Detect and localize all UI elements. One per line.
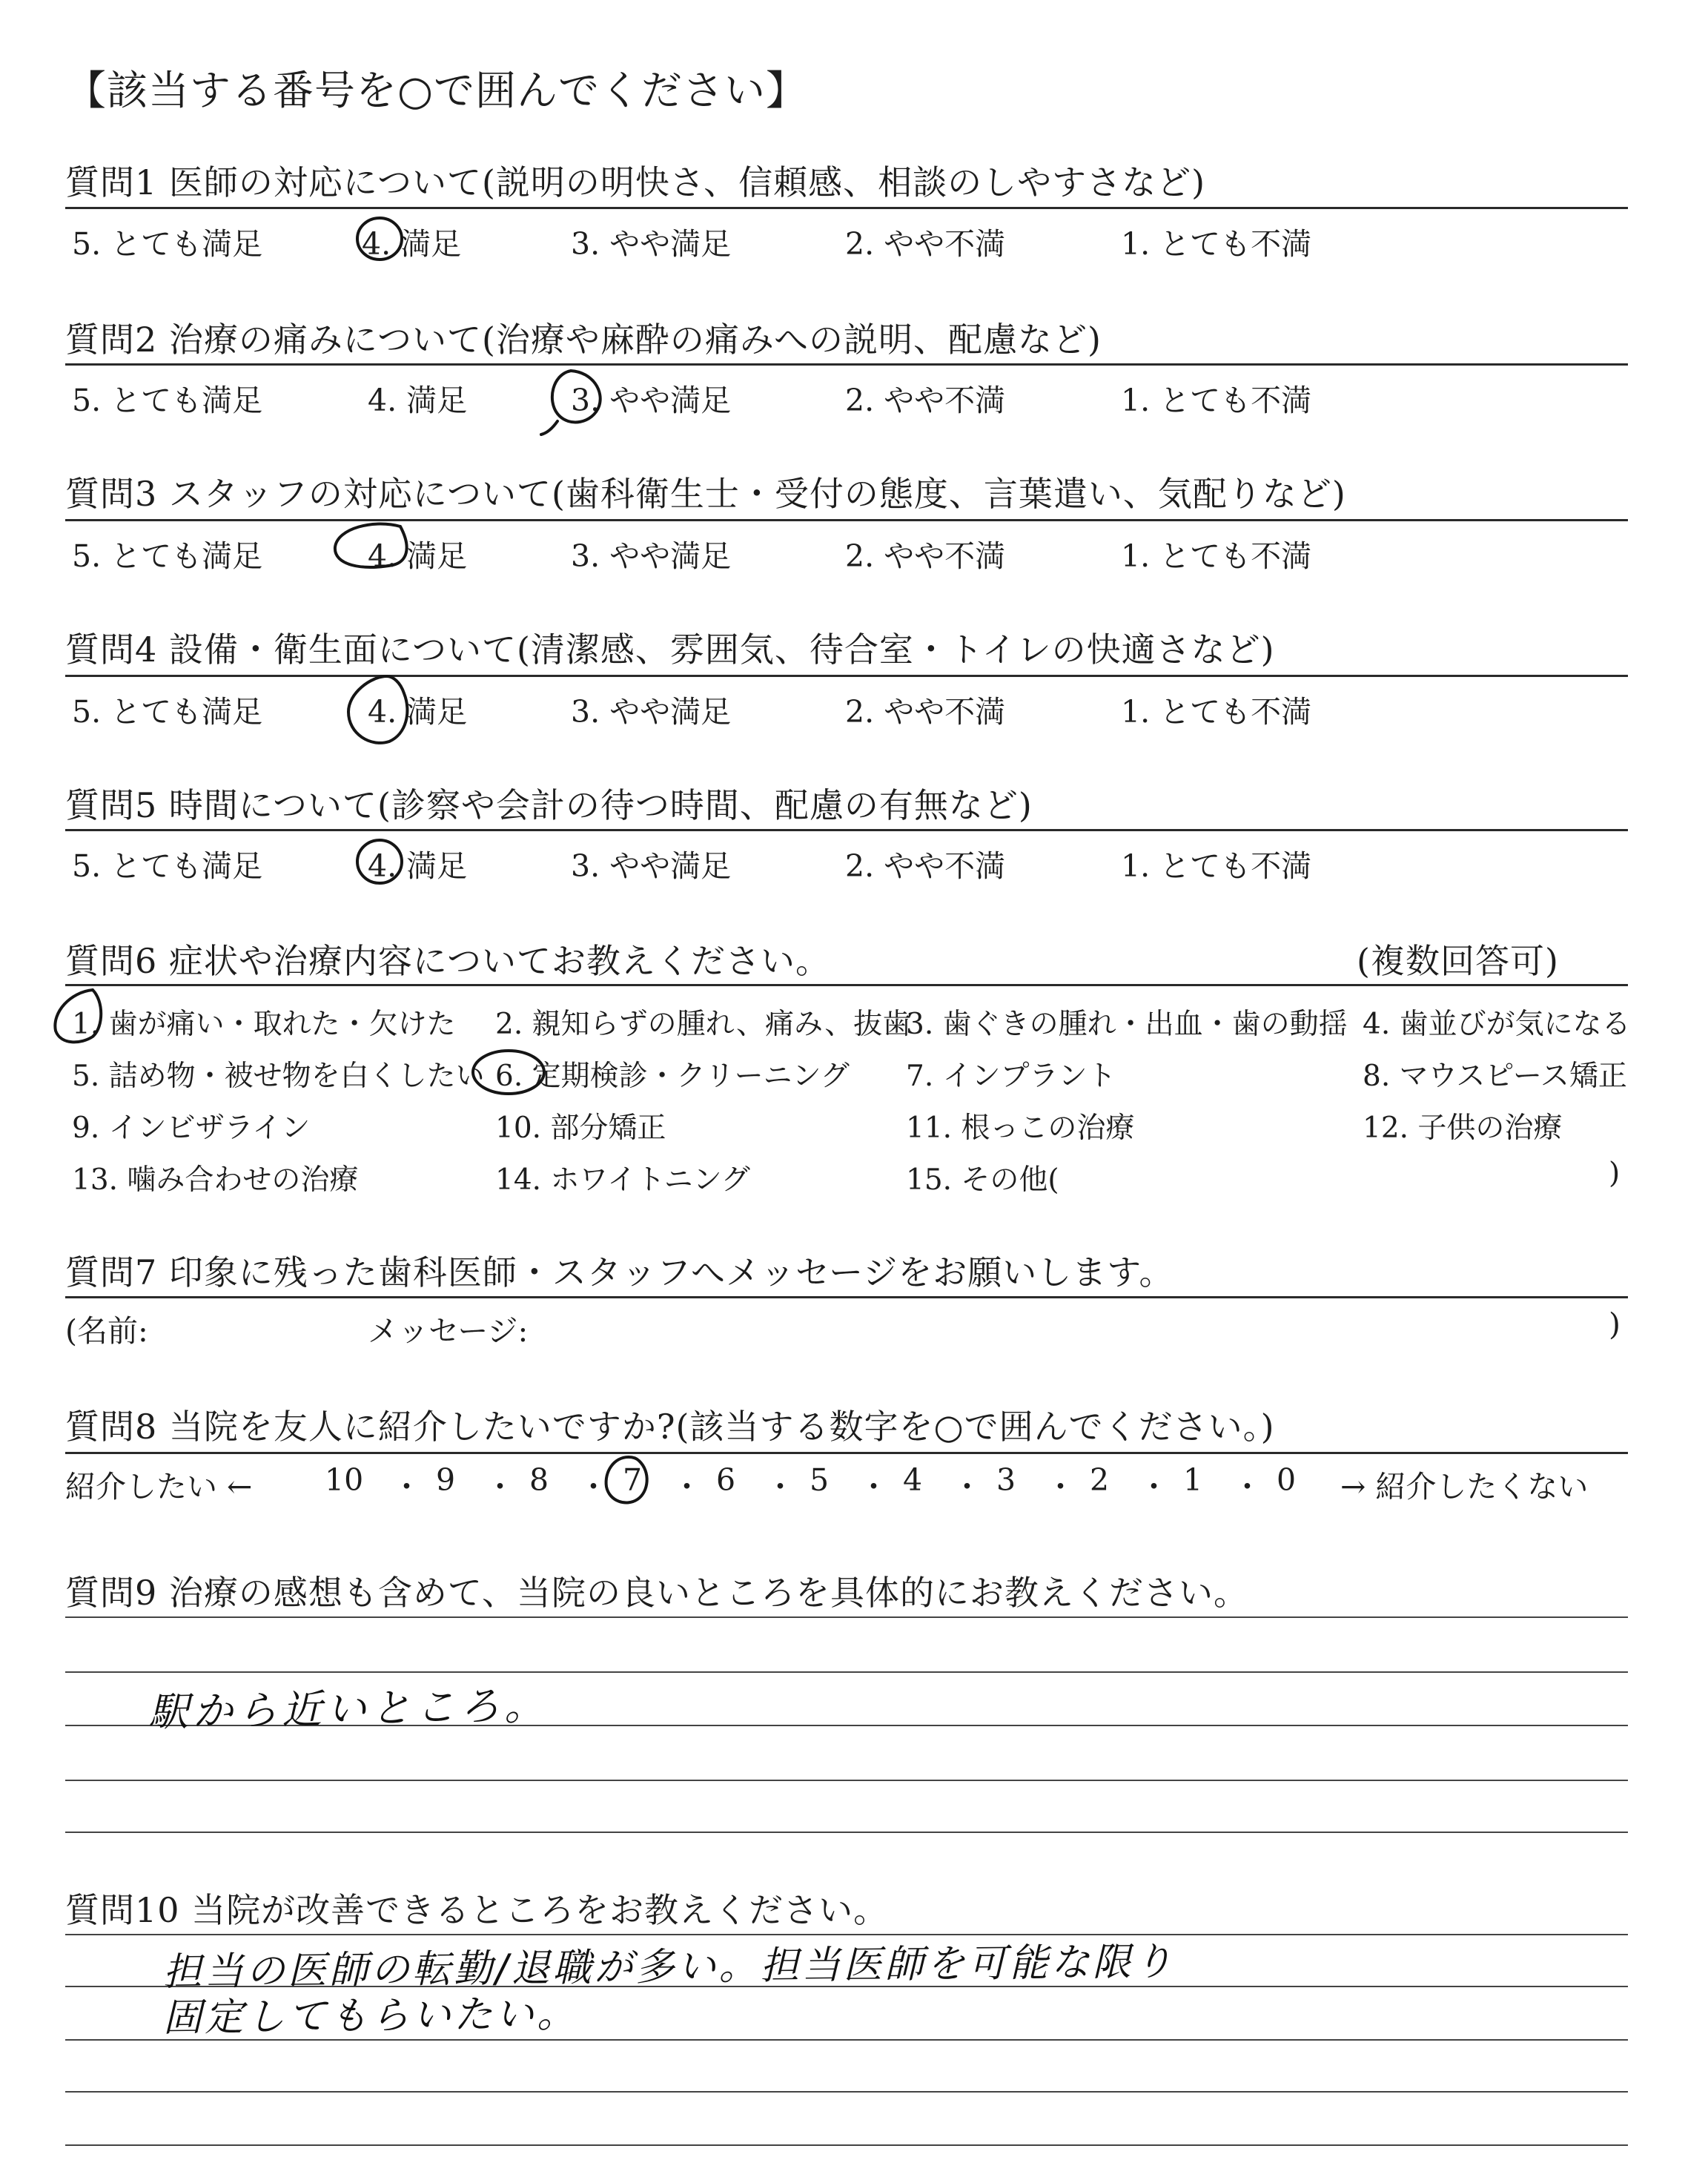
q2-rule bbox=[65, 363, 1628, 366]
q9-line-2 bbox=[65, 1671, 1628, 1673]
q6-item-2[interactable]: 2. 親知らずの腫れ、痛み、抜歯 bbox=[495, 1008, 912, 1041]
q10-title: 質問10 当院が改善できるところをお教えください。 bbox=[65, 1890, 889, 1930]
q10-answer-line-2: 固定してもらいたい。 bbox=[162, 1992, 579, 2041]
q6-other-close: ) bbox=[1609, 1157, 1621, 1190]
q6-note: (複数回答可) bbox=[1357, 941, 1559, 981]
q8-sep: ・ bbox=[765, 1469, 795, 1505]
q4-option-5[interactable]: 5. とても満足 bbox=[72, 694, 263, 730]
q6-item-15[interactable]: 15. その他( bbox=[906, 1163, 1059, 1197]
q10-answer-line-1: 担当の医師の転勤/退職が多い。担当医師を可能な限り bbox=[162, 1939, 1176, 1995]
q8-rule bbox=[65, 1452, 1628, 1454]
q1-option-3[interactable]: 3. やや満足 bbox=[571, 226, 732, 262]
q4-option-2[interactable]: 2. やや不満 bbox=[845, 694, 1006, 730]
q5-option-2[interactable]: 2. やや不満 bbox=[845, 848, 1006, 884]
q8-score-5[interactable]: 5 bbox=[810, 1462, 830, 1498]
q1-rule bbox=[65, 207, 1628, 209]
q5-rule bbox=[65, 829, 1628, 831]
q9-line-5 bbox=[65, 1832, 1628, 1833]
q6-item-10[interactable]: 10. 部分矯正 bbox=[495, 1112, 666, 1145]
q8-sep: ・ bbox=[1139, 1469, 1169, 1505]
q6-item-4[interactable]: 4. 歯並びが気になる bbox=[1363, 1008, 1631, 1041]
q6-item-9[interactable]: 9. インビザライン bbox=[72, 1112, 311, 1145]
q6-item-3[interactable]: 3. 歯ぐきの腫れ・出血・歯の動揺 bbox=[906, 1008, 1348, 1041]
q8-score-4[interactable]: 4 bbox=[903, 1462, 923, 1498]
q6-item-5[interactable]: 5. 詰め物・被せ物を白くしたい bbox=[72, 1060, 485, 1093]
q1-option-4[interactable]: 4. 満足 bbox=[362, 226, 462, 262]
q8-sep: ・ bbox=[1045, 1469, 1076, 1505]
q1-option-1[interactable]: 1. とても不満 bbox=[1121, 226, 1312, 262]
q6-item-6[interactable]: 6. 定期検診・クリーニング bbox=[495, 1060, 850, 1093]
form-heading: 【該当する番号を○で囲んでください】 bbox=[65, 67, 807, 114]
q8-score-6[interactable]: 6 bbox=[716, 1462, 736, 1498]
q10-line-4 bbox=[65, 2091, 1628, 2093]
q7-name-label: (名前: bbox=[65, 1313, 148, 1349]
q9-handwritten-answer[interactable]: 駅から近いところ。 bbox=[148, 1682, 549, 1736]
q2-option-4[interactable]: 4. 満足 bbox=[368, 383, 468, 418]
q8-score-2[interactable]: 2 bbox=[1090, 1462, 1110, 1498]
q2-option-1[interactable]: 1. とても不満 bbox=[1121, 383, 1312, 418]
q8-sep: ・ bbox=[952, 1469, 982, 1505]
q9-title: 質問9 治療の感想も含めて、当院の良いところを具体的にお教えください。 bbox=[65, 1573, 1248, 1613]
q8-sep: ・ bbox=[578, 1469, 609, 1505]
q8-left-label: 紹介したい ← bbox=[65, 1469, 253, 1505]
q8-score-1[interactable]: 1 bbox=[1183, 1462, 1203, 1498]
q6-item-12[interactable]: 12. 子供の治療 bbox=[1363, 1112, 1563, 1145]
q7-message-label: メッセージ: bbox=[368, 1313, 529, 1349]
q8-score-3[interactable]: 3 bbox=[996, 1462, 1016, 1498]
q9-line-1 bbox=[65, 1616, 1628, 1618]
q7-rule bbox=[65, 1296, 1628, 1298]
q5-option-1[interactable]: 1. とても不満 bbox=[1121, 848, 1312, 884]
q4-option-4[interactable]: 4. 満足 bbox=[368, 694, 468, 730]
q8-sep: ・ bbox=[858, 1469, 889, 1505]
q8-score-7[interactable]: 7 bbox=[623, 1462, 643, 1498]
q1-option-5[interactable]: 5. とても満足 bbox=[72, 226, 263, 262]
q5-option-3[interactable]: 3. やや満足 bbox=[571, 848, 732, 884]
q8-score-0[interactable]: 0 bbox=[1277, 1462, 1297, 1498]
q6-item-14[interactable]: 14. ホワイトニング bbox=[495, 1163, 750, 1197]
q8-right-label: → 紹介したくない bbox=[1340, 1469, 1589, 1505]
q8-sep: ・ bbox=[672, 1469, 702, 1505]
q3-option-3[interactable]: 3. やや満足 bbox=[571, 538, 732, 574]
q3-option-5[interactable]: 5. とても満足 bbox=[72, 538, 263, 574]
q1-option-2[interactable]: 2. やや不満 bbox=[845, 226, 1006, 262]
q9-line-4 bbox=[65, 1780, 1628, 1781]
q2-option-5[interactable]: 5. とても満足 bbox=[72, 383, 263, 418]
q7-title: 質問7 印象に残った歯科医師・スタッフへメッセージをお願いします。 bbox=[65, 1252, 1174, 1292]
q6-item-1[interactable]: 1. 歯が痛い・取れた・欠けた bbox=[72, 1008, 456, 1041]
q2-option-3[interactable]: 3. やや満足 bbox=[571, 383, 732, 418]
q5-title: 質問5 時間について(診察や会計の待つ時間、配慮の有無など) bbox=[65, 785, 1033, 825]
q4-option-3[interactable]: 3. やや満足 bbox=[571, 694, 732, 730]
q6-item-11[interactable]: 11. 根っこの治療 bbox=[906, 1112, 1135, 1145]
q8-score-8[interactable]: 8 bbox=[529, 1462, 549, 1498]
q2-title: 質問2 治療の痛みについて(治療や麻酔の痛みへの説明、配慮など) bbox=[65, 320, 1102, 360]
q4-rule bbox=[65, 675, 1628, 677]
q6-rule bbox=[65, 984, 1628, 986]
q10-line-5 bbox=[65, 2144, 1628, 2146]
q5-option-4[interactable]: 4. 満足 bbox=[368, 848, 468, 884]
q8-score-9[interactable]: 9 bbox=[436, 1462, 456, 1498]
q6-item-13[interactable]: 13. 噛み合わせの治療 bbox=[72, 1163, 359, 1197]
q8-sep: ・ bbox=[485, 1469, 515, 1505]
q2-option-2[interactable]: 2. やや不満 bbox=[845, 383, 1006, 418]
q4-option-1[interactable]: 1. とても不満 bbox=[1121, 694, 1312, 730]
q5-option-5[interactable]: 5. とても満足 bbox=[72, 848, 263, 884]
q4-title: 質問4 設備・衛生面について(清潔感、雰囲気、待合室・トイレの快適さなど) bbox=[65, 630, 1275, 670]
q8-title: 質問8 当院を友人に紹介したいですか?(該当する数字を○で囲んでください。) bbox=[65, 1407, 1275, 1447]
q6-item-8[interactable]: 8. マウスピース矯正 bbox=[1363, 1060, 1627, 1093]
q1-title: 質問1 医師の対応について(説明の明快さ、信頼感、相談のしやすさなど) bbox=[65, 162, 1206, 202]
q3-title: 質問3 スタッフの対応について(歯科衛生士・受付の態度、言葉遣い、気配りなど) bbox=[65, 474, 1346, 514]
q8-sep: ・ bbox=[391, 1469, 422, 1505]
q8-score-10[interactable]: 10 bbox=[325, 1462, 364, 1498]
q6-title: 質問6 症状や治療内容についてお教えください。 bbox=[65, 941, 830, 981]
q7-close-paren: ) bbox=[1609, 1307, 1621, 1342]
q8-sep: ・ bbox=[1232, 1469, 1262, 1505]
q3-option-2[interactable]: 2. やや不満 bbox=[845, 538, 1006, 574]
q3-option-1[interactable]: 1. とても不満 bbox=[1121, 538, 1312, 574]
q3-option-4[interactable]: 4. 満足 bbox=[368, 538, 468, 574]
q6-item-7[interactable]: 7. インプラント bbox=[906, 1060, 1116, 1093]
q3-rule bbox=[65, 519, 1628, 521]
